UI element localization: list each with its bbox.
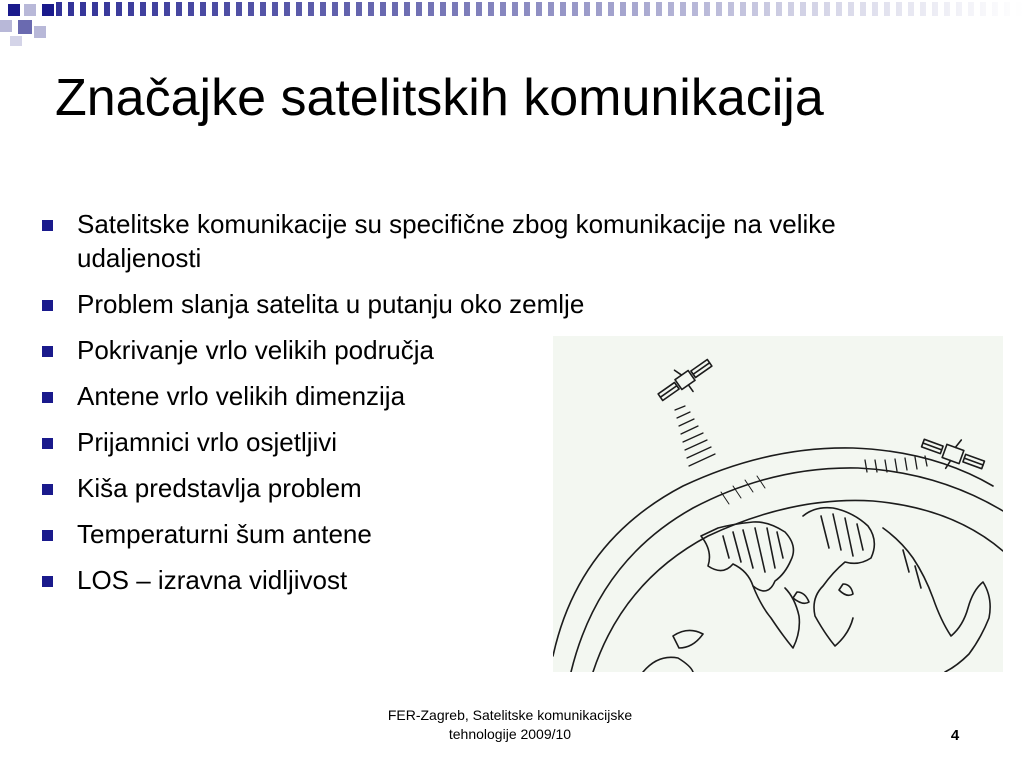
bullet-item: [42, 287, 942, 321]
stripe-band: [56, 2, 1024, 16]
footer: [330, 706, 690, 744]
bullet-item: [42, 207, 942, 275]
bullet-text: Temperaturni šum antene: [77, 519, 372, 549]
bullet-text: Pokrivanje vrlo velikih područja: [77, 335, 434, 365]
bullet-text: Prijamnici vrlo osjetljivi: [77, 427, 338, 457]
bullet-marker-icon: [42, 530, 53, 541]
bullet-marker-icon: [42, 576, 53, 587]
page-number: 4: [950, 727, 960, 744]
bullet-text: Kiša predstavlja problem: [77, 473, 362, 503]
bullet-marker-icon: [42, 346, 53, 357]
bullet-text: Satelitske komunikacije su specifične zbog komunikacije na velike udaljenosti: [77, 209, 836, 273]
header-decoration: [0, 0, 1024, 48]
bullet-marker-icon: [42, 220, 53, 231]
footer-line: tehnologije 2009/10: [448, 726, 572, 742]
bullet-text: Antene vrlo velikih dimenzija: [77, 381, 406, 411]
footer-line: FER-Zagreb, Satelitske komunikacijske: [387, 707, 633, 723]
bullet-marker-icon: [42, 484, 53, 495]
bullet-marker-icon: [42, 300, 53, 311]
bullet-marker-icon: [42, 438, 53, 449]
bullet-marker-icon: [42, 392, 53, 403]
bullet-text: Problem slanja satelita u putanju oko zemlje: [77, 289, 585, 319]
satellite-earth-illustration: [553, 336, 1003, 672]
slide-title: Značajke satelitskih komunikacija: [55, 69, 824, 127]
corner-squares: [0, 4, 54, 46]
bullet-text: LOS – izravna vidljivost: [77, 565, 348, 595]
